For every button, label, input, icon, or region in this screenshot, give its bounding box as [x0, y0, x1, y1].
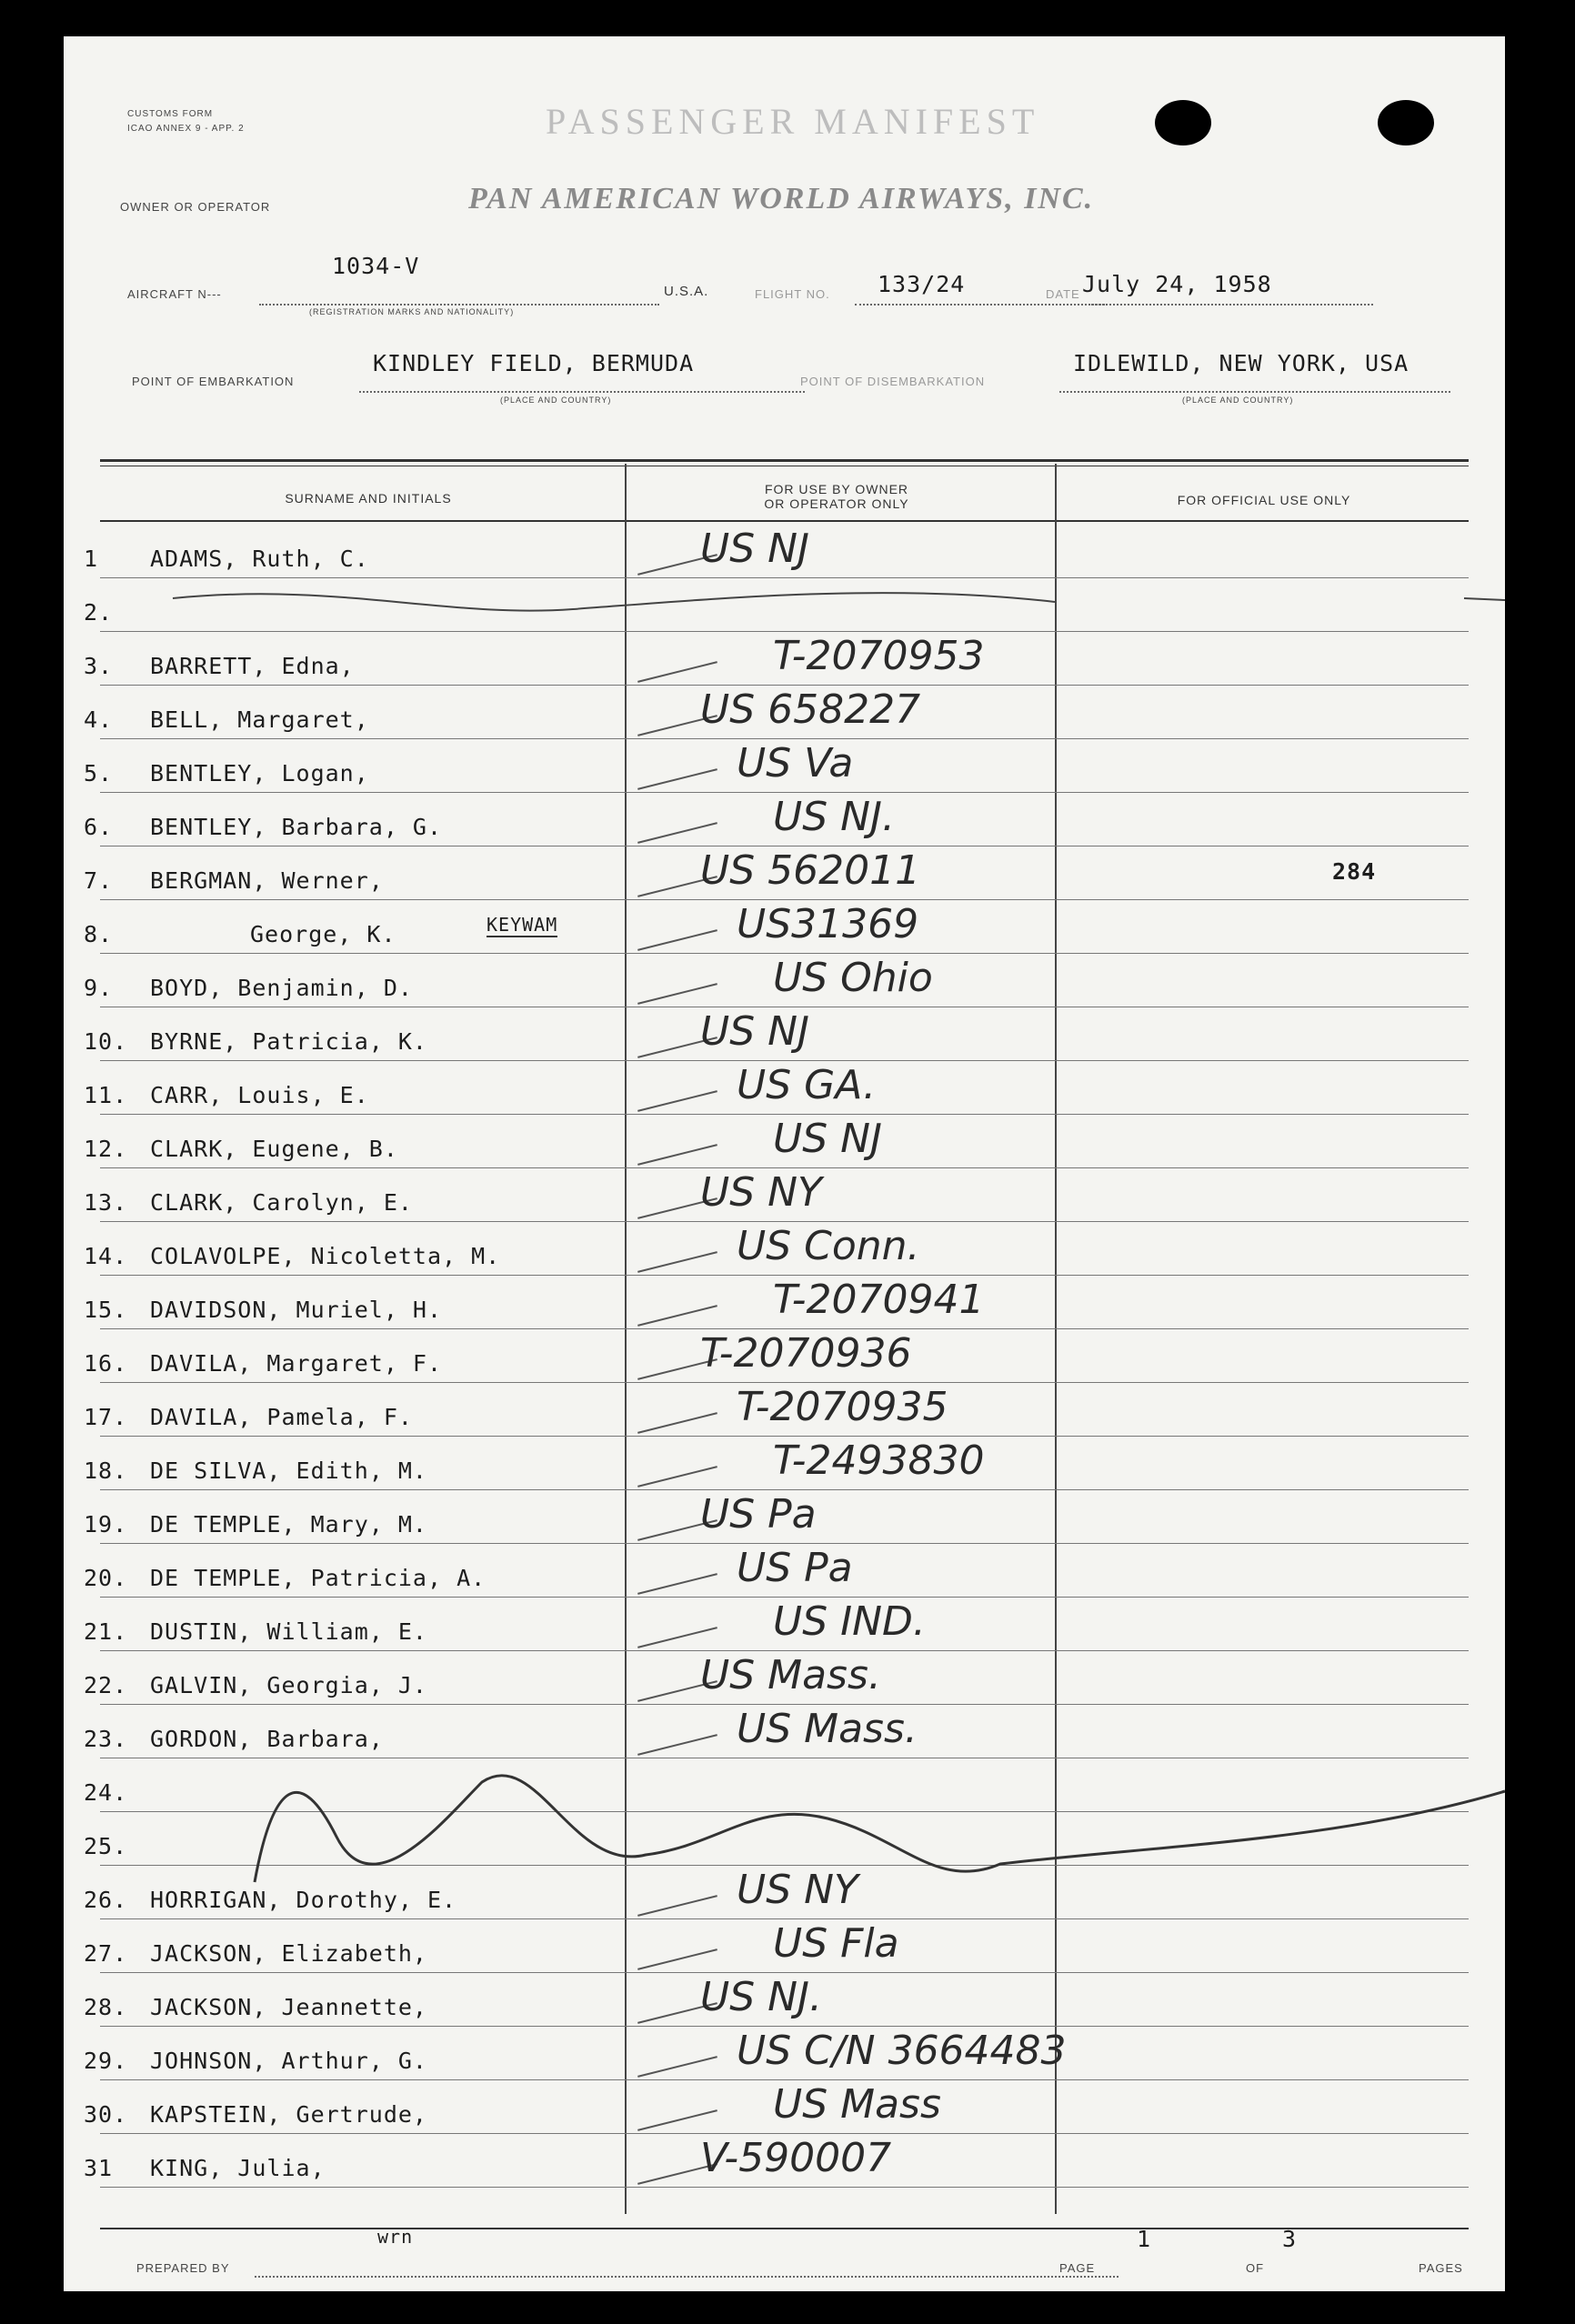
passenger-name: CARR, Louis, E. — [150, 1082, 369, 1108]
disembark-value: IDLEWILD, NEW YORK, USA — [1073, 350, 1409, 376]
handwritten-note: US 658227 — [700, 686, 921, 733]
handwritten-note: US Ohio — [773, 955, 933, 1001]
handwritten-note: T-2493830 — [773, 1437, 985, 1484]
passenger-name: BYRNE, Patricia, K. — [150, 1028, 427, 1055]
date-value: July 24, 1958 — [1082, 271, 1272, 297]
form-annex: ICAO ANNEX 9 - APP. 2 — [127, 124, 245, 134]
owner-column-header-2: OR OPERATOR ONLY — [764, 496, 909, 511]
handwritten-note: T-2070935 — [737, 1384, 948, 1430]
row-number: 20. — [84, 1565, 128, 1591]
passenger-name: ADAMS, Ruth, C. — [150, 546, 369, 572]
row-number: 11. — [84, 1082, 128, 1108]
handwritten-note: US Mass — [773, 2081, 941, 2128]
handwritten-note: US Mass. — [700, 1652, 881, 1698]
disembark-label: POINT OF DISEMBARKATION — [800, 375, 986, 388]
passenger-name: BARRETT, Edna, — [150, 653, 355, 679]
passenger-name: GALVIN, Georgia, J. — [150, 1672, 427, 1698]
handwritten-note: US Va — [737, 740, 854, 786]
handwritten-note: US 562011 — [700, 847, 921, 894]
handwritten-note: US Pa — [700, 1491, 817, 1538]
passenger-name: CLARK, Eugene, B. — [150, 1136, 398, 1162]
flight-value: 133/24 — [878, 271, 966, 297]
row-number: 17. — [84, 1404, 128, 1430]
official-column-header: FOR OFFICIAL USE ONLY — [1177, 493, 1351, 507]
handwritten-note: V-590007 — [700, 2135, 892, 2181]
row-number: 25. — [84, 1833, 128, 1859]
aircraft-label: AIRCRAFT N--- — [127, 287, 222, 301]
form-code: CUSTOMS FORM — [127, 109, 214, 119]
prepared-value: wrn — [377, 2226, 414, 2248]
official-mark: 284 — [1332, 858, 1377, 885]
row-number: 1 — [84, 546, 99, 572]
row-number: 7. — [84, 867, 114, 894]
handwritten-note: T-2070941 — [773, 1277, 985, 1323]
passenger-name: BENTLEY, Logan, — [150, 760, 369, 786]
date-label: DATE — [1046, 287, 1080, 301]
row-number: 14. — [84, 1243, 128, 1269]
row-number: 13. — [84, 1189, 128, 1216]
row-number: 15. — [84, 1297, 128, 1323]
handwriting-overlay — [64, 36, 1505, 2291]
embark-value: KINDLEY FIELD, BERMUDA — [373, 350, 695, 376]
row-number: 9. — [84, 975, 114, 1001]
handwritten-note: US NY — [700, 1169, 822, 1216]
manifest-title: PASSENGER MANIFEST — [546, 101, 1040, 142]
passenger-name: George, K. — [250, 921, 396, 947]
handwritten-note: US Mass. — [737, 1706, 918, 1752]
pages-label: PAGES — [1419, 2261, 1463, 2275]
row-number: 10. — [84, 1028, 128, 1055]
handwritten-note: US NY — [737, 1867, 858, 1913]
row-number: 29. — [84, 2048, 128, 2074]
handwritten-note: US GA. — [737, 1062, 877, 1108]
page-label: PAGE — [1059, 2261, 1096, 2275]
embark-caption: (PLACE AND COUNTRY) — [500, 396, 612, 405]
handwritten-note: US31369 — [737, 901, 919, 947]
handwritten-note: T-2070953 — [773, 633, 985, 679]
embark-label: POINT OF EMBARKATION — [132, 375, 295, 388]
row-number: 24. — [84, 1779, 128, 1806]
name-column-header: SURNAME AND INITIALS — [285, 491, 452, 506]
row-number: 8. — [84, 921, 114, 947]
row-number: 18. — [84, 1458, 128, 1484]
passenger-name: DE SILVA, Edith, M. — [150, 1458, 427, 1484]
of-value: 3 — [1282, 2226, 1298, 2252]
passenger-name: JOHNSON, Arthur, G. — [150, 2048, 427, 2074]
row-number: 5. — [84, 760, 114, 786]
passenger-name: JACKSON, Jeannette, — [150, 1994, 427, 2020]
airline-name: PAN AMERICAN WORLD AIRWAYS, INC. — [468, 182, 1095, 215]
of-label: OF — [1246, 2261, 1265, 2275]
handwritten-note: US C/N 3664483 — [737, 2028, 1067, 2074]
row-number: 26. — [84, 1887, 128, 1913]
passenger-name: KAPSTEIN, Gertrude, — [150, 2101, 427, 2128]
owner-label: OWNER OR OPERATOR — [120, 200, 271, 214]
handwritten-note: US Pa — [737, 1545, 853, 1591]
row-number: 2. — [84, 599, 114, 626]
passenger-name: BENTLEY, Barbara, G. — [150, 814, 443, 840]
row-number: 12. — [84, 1136, 128, 1162]
passenger-name: KING, Julia, — [150, 2155, 326, 2181]
disembark-caption: (PLACE AND COUNTRY) — [1182, 396, 1294, 405]
passenger-name: COLAVOLPE, Nicoletta, M. — [150, 1243, 501, 1269]
row-number: 30. — [84, 2101, 128, 2128]
row-number: 3. — [84, 653, 114, 679]
passenger-name: BERGMAN, Werner, — [150, 867, 384, 894]
row-number: 4. — [84, 706, 114, 733]
handwritten-note: US NJ — [700, 526, 810, 572]
page-value: 1 — [1137, 2226, 1152, 2252]
handwritten-note: US NJ — [773, 1116, 883, 1162]
row-number: 21. — [84, 1618, 128, 1645]
handwritten-note: US NJ. — [773, 794, 895, 840]
handwritten-note: US IND. — [773, 1598, 926, 1645]
owner-column-header-1: FOR USE BY OWNER — [764, 482, 909, 496]
passenger-name: BELL, Margaret, — [150, 706, 369, 733]
flight-label: FLIGHT NO. — [755, 287, 830, 301]
passenger-name: HORRIGAN, Dorothy, E. — [150, 1887, 457, 1913]
aircraft-caption: (REGISTRATION MARKS AND NATIONALITY) — [309, 307, 515, 316]
row-number: 28. — [84, 1994, 128, 2020]
passenger-name: CLARK, Carolyn, E. — [150, 1189, 413, 1216]
row-number: 6. — [84, 814, 114, 840]
manifest-sheet — [64, 36, 1505, 2291]
passenger-name: DE TEMPLE, Mary, M. — [150, 1511, 427, 1538]
aircraft-value: 1034-V — [332, 253, 420, 279]
passenger-name: DAVILA, Pamela, F. — [150, 1404, 413, 1430]
handwritten-note: US NJ — [700, 1008, 810, 1055]
handwritten-note: T-2070936 — [700, 1330, 912, 1377]
passenger-name: DUSTIN, William, E. — [150, 1618, 427, 1645]
handwritten-note: US NJ. — [700, 1974, 822, 2020]
passenger-name: GORDON, Barbara, — [150, 1726, 384, 1752]
passenger-name: DAVIDSON, Muriel, H. — [150, 1297, 443, 1323]
row-number: 23. — [84, 1726, 128, 1752]
row8-code: KEYWAM — [487, 914, 558, 936]
handwritten-note: US Fla — [773, 1920, 899, 1967]
handwritten-note: US Conn. — [737, 1223, 920, 1269]
row-number: 27. — [84, 1940, 128, 1967]
passenger-name: DAVILA, Margaret, F. — [150, 1350, 443, 1377]
passenger-name: BOYD, Benjamin, D. — [150, 975, 413, 1001]
row-number: 16. — [84, 1350, 128, 1377]
row-number: 31 — [84, 2155, 114, 2181]
nationality: U.S.A. — [664, 284, 709, 299]
passenger-name: DE TEMPLE, Patricia, A. — [150, 1565, 487, 1591]
passenger-name: JACKSON, Elizabeth, — [150, 1940, 427, 1967]
row-number: 22. — [84, 1672, 128, 1698]
row-number: 19. — [84, 1511, 128, 1538]
prepared-label: PREPARED BY — [136, 2261, 230, 2275]
